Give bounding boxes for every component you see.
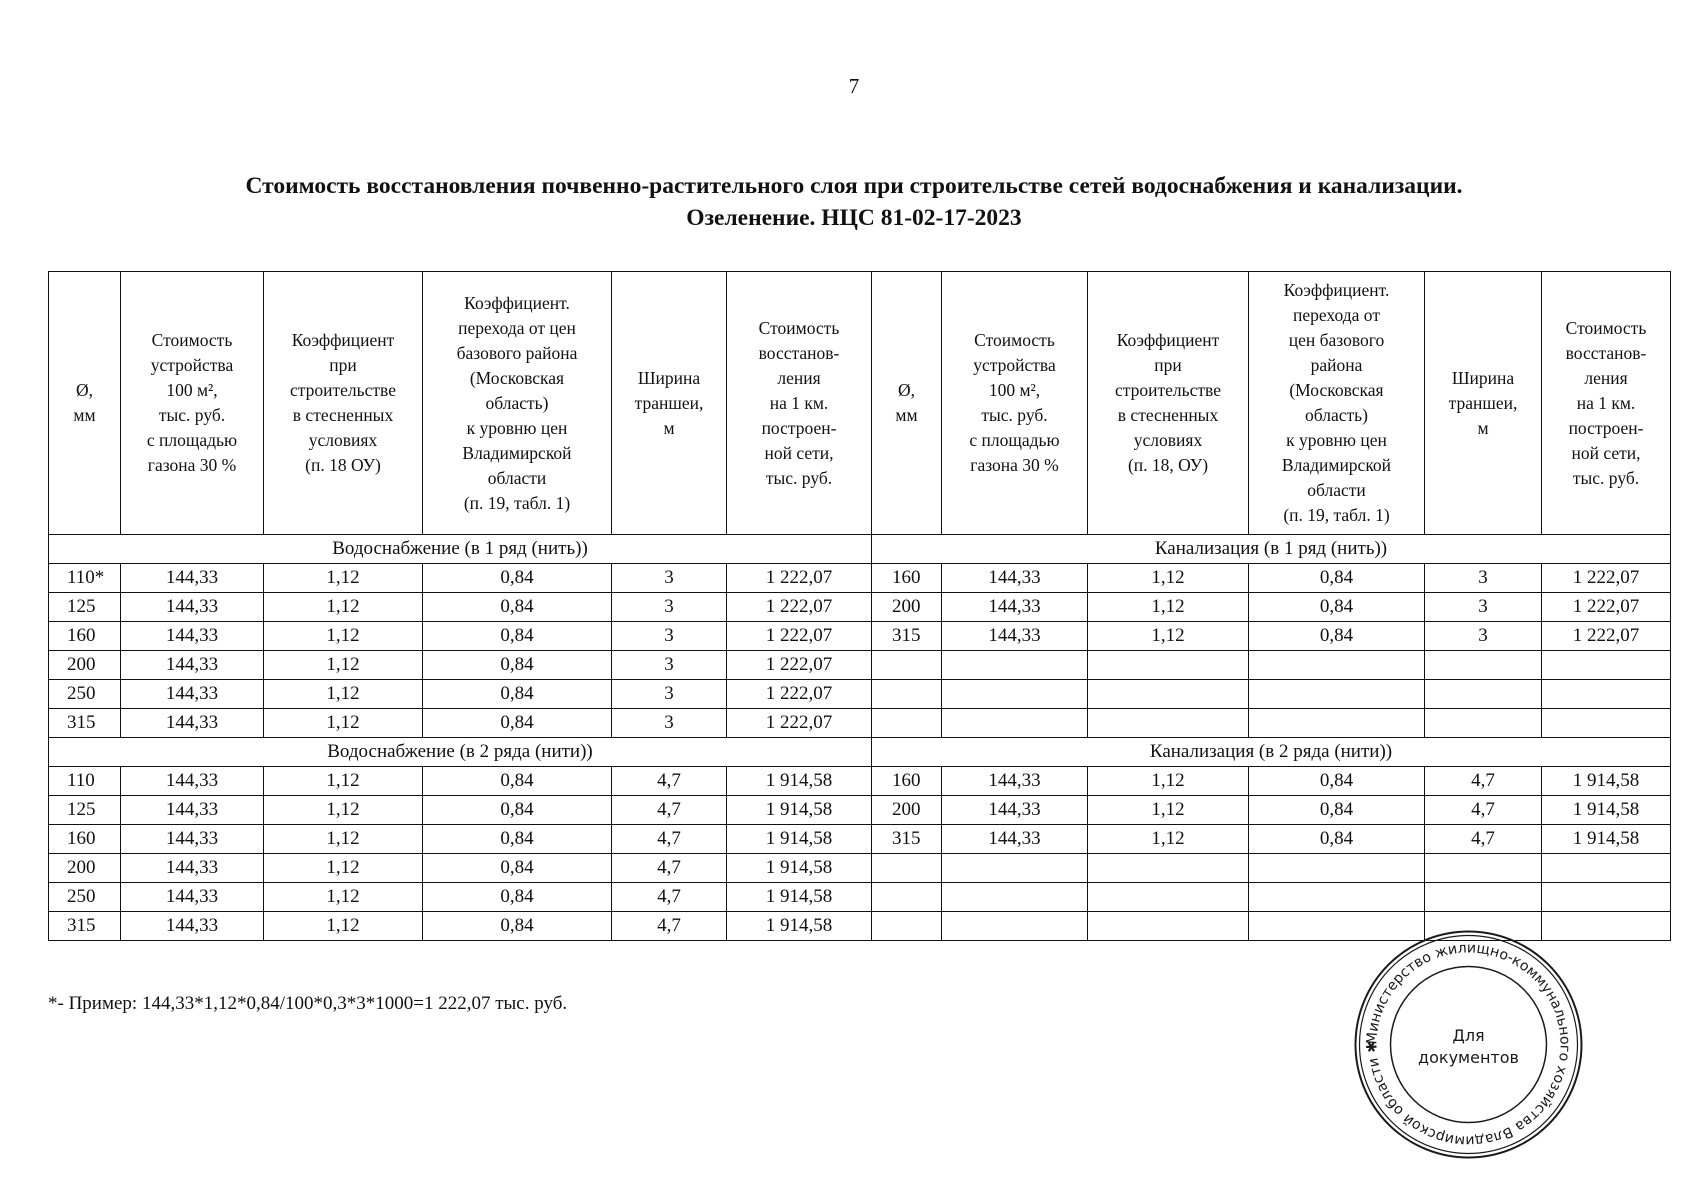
right-cell: 315	[872, 825, 942, 854]
right-cell	[1249, 883, 1425, 912]
right-cell	[872, 680, 942, 709]
right-cell	[872, 854, 942, 883]
right-cell: 200	[872, 593, 942, 622]
title-line-2: Озеленение. НЦС 81-02-17-2023	[686, 205, 1022, 231]
document-title	[60, 170, 1648, 234]
left-cell: 144,33	[121, 622, 264, 651]
left-cell: 4,7	[612, 912, 727, 941]
left-header-cell: Ø, мм	[49, 272, 121, 535]
left-cell: 1,12	[264, 796, 423, 825]
right-cell: 144,33	[942, 825, 1088, 854]
right-cell: 144,33	[942, 622, 1088, 651]
seal-center-line-2: документов	[1418, 1048, 1519, 1067]
right-cell: 1 914,58	[1542, 825, 1671, 854]
right-cell	[942, 651, 1088, 680]
left-cell: 1,12	[264, 651, 423, 680]
right-cell	[1425, 854, 1542, 883]
right-cell	[942, 883, 1088, 912]
right-header-cell: Стоимость устройства 100 м², тыс. руб. с площадью газона 30 %	[942, 272, 1088, 535]
left-cell: 1,12	[264, 825, 423, 854]
right-header-cell: Стоимость восстанов- ления на 1 км. построен- ной сети, тыс. руб.	[1542, 272, 1671, 535]
right-cell	[1088, 709, 1249, 738]
right-cell	[1088, 883, 1249, 912]
left-cell: 3	[612, 709, 727, 738]
left-cell: 250	[49, 883, 121, 912]
table-row	[49, 854, 1671, 883]
table-row	[49, 796, 1671, 825]
right-cell	[872, 651, 942, 680]
right-cell: 144,33	[942, 767, 1088, 796]
right-cell: 0,84	[1249, 825, 1425, 854]
footnote: *- Пример: 144,33*1,12*0,84/100*0,3*3*1000=1 222,07 тыс. руб.	[48, 993, 568, 1014]
right-cell	[1542, 883, 1671, 912]
left-cell: 1 222,07	[727, 593, 872, 622]
right-cell: 3	[1425, 622, 1542, 651]
right-cell: 4,7	[1425, 796, 1542, 825]
left-cell: 144,33	[121, 767, 264, 796]
left-cell: 1,12	[264, 883, 423, 912]
right-cell: 4,7	[1425, 767, 1542, 796]
seal-ring-text: Министерство жилищно-коммунального хозяйства Владимирской области ✱	[1364, 940, 1573, 1149]
left-cell: 4,7	[612, 767, 727, 796]
right-cell: 200	[872, 796, 942, 825]
left-cell: 144,33	[121, 709, 264, 738]
left-cell: 144,33	[121, 825, 264, 854]
right-cell	[1088, 680, 1249, 709]
left-cell: 144,33	[121, 593, 264, 622]
left-cell: 144,33	[121, 796, 264, 825]
left-cell: 3	[612, 651, 727, 680]
left-cell: 1 914,58	[727, 883, 872, 912]
right-cell: 1,12	[1088, 796, 1249, 825]
right-cell: 1,12	[1088, 564, 1249, 593]
table-row	[49, 564, 1671, 593]
right-cell: 1 914,58	[1542, 796, 1671, 825]
left-cell: 160	[49, 622, 121, 651]
left-cell: 0,84	[423, 854, 612, 883]
left-cell: 1,12	[264, 593, 423, 622]
right-cell	[942, 912, 1088, 941]
right-cell: 3	[1425, 593, 1542, 622]
official-seal	[1351, 927, 1586, 1162]
left-cell: 1 914,58	[727, 912, 872, 941]
left-cell: 0,84	[423, 825, 612, 854]
left-cell: 144,33	[121, 564, 264, 593]
right-cell	[942, 854, 1088, 883]
right-cell	[942, 709, 1088, 738]
cost-table	[48, 271, 1671, 941]
left-header-cell: Стоимость восстанов- ления на 1 км. построен- ной сети, тыс. руб.	[727, 272, 872, 535]
right-cell: 1,12	[1088, 767, 1249, 796]
right-cell: 1,12	[1088, 825, 1249, 854]
left-cell: 1 914,58	[727, 796, 872, 825]
table-row	[49, 709, 1671, 738]
page-number: 7	[848, 74, 860, 98]
left-cell: 110*	[49, 564, 121, 593]
right-cell: 144,33	[942, 564, 1088, 593]
left-cell: 160	[49, 825, 121, 854]
right-cell	[1542, 651, 1671, 680]
section-title-left: Водоснабжение (в 1 ряд (нить))	[49, 535, 872, 564]
right-cell: 144,33	[942, 796, 1088, 825]
right-cell	[1542, 680, 1671, 709]
left-header-cell: Коэффициент при строительстве в стесненных условиях (п. 18 ОУ)	[264, 272, 423, 535]
left-cell: 125	[49, 593, 121, 622]
left-cell: 1,12	[264, 709, 423, 738]
left-cell: 1 222,07	[727, 651, 872, 680]
left-cell: 1,12	[264, 680, 423, 709]
right-cell: 160	[872, 767, 942, 796]
right-cell: 1 222,07	[1542, 593, 1671, 622]
right-cell: 1,12	[1088, 622, 1249, 651]
left-cell: 0,84	[423, 912, 612, 941]
table-row	[49, 651, 1671, 680]
left-cell: 1 222,07	[727, 564, 872, 593]
right-cell	[1425, 651, 1542, 680]
left-cell: 0,84	[423, 680, 612, 709]
right-cell: 3	[1425, 564, 1542, 593]
left-header-cell: Ширина траншеи, м	[612, 272, 727, 535]
right-cell: 1 914,58	[1542, 767, 1671, 796]
right-cell	[1425, 883, 1542, 912]
left-cell: 0,84	[423, 767, 612, 796]
right-cell: 0,84	[1249, 593, 1425, 622]
table-row	[49, 883, 1671, 912]
left-cell: 1 914,58	[727, 825, 872, 854]
right-cell: 1 222,07	[1542, 564, 1671, 593]
left-header-cell: Коэффициент. перехода от цен базового района (Московская область) к уровню цен Владимирской области (п. 19, табл. 1)	[423, 272, 612, 535]
left-header-cell: Стоимость устройства 100 м², тыс. руб. с площадью газона 30 %	[121, 272, 264, 535]
section-title-right: Канализация (в 1 ряд (нить))	[872, 535, 1671, 564]
right-header-cell: Ширина траншеи, м	[1425, 272, 1542, 535]
right-cell: 315	[872, 622, 942, 651]
section-title-row	[49, 535, 1671, 564]
right-cell: 0,84	[1249, 622, 1425, 651]
table-body	[49, 272, 1671, 941]
right-cell	[872, 883, 942, 912]
table-row	[49, 767, 1671, 796]
left-cell: 0,84	[423, 593, 612, 622]
table-row	[49, 825, 1671, 854]
left-cell: 144,33	[121, 883, 264, 912]
left-cell: 200	[49, 651, 121, 680]
left-cell: 0,84	[423, 709, 612, 738]
right-cell	[872, 709, 942, 738]
right-cell	[1249, 709, 1425, 738]
right-cell	[1249, 854, 1425, 883]
right-cell: 1,12	[1088, 593, 1249, 622]
right-cell: 160	[872, 564, 942, 593]
right-cell	[1249, 651, 1425, 680]
right-cell: 1 222,07	[1542, 622, 1671, 651]
left-cell: 3	[612, 564, 727, 593]
left-cell: 1,12	[264, 564, 423, 593]
table-row	[49, 680, 1671, 709]
left-cell: 144,33	[121, 651, 264, 680]
left-cell: 1,12	[264, 622, 423, 651]
left-cell: 200	[49, 854, 121, 883]
right-cell	[1088, 912, 1249, 941]
right-header-cell: Коэффициент. перехода от цен базового района (Московская область) к уровню цен Владимирской области (п. 19, табл. 1)	[1249, 272, 1425, 535]
right-cell: 0,84	[1249, 564, 1425, 593]
seal-center-line-1: Для	[1452, 1026, 1485, 1045]
right-cell	[1425, 709, 1542, 738]
left-cell: 0,84	[423, 622, 612, 651]
table-row	[49, 593, 1671, 622]
right-header-cell: Коэффициент при строительстве в стесненных условиях (п. 18, ОУ)	[1088, 272, 1249, 535]
left-cell: 250	[49, 680, 121, 709]
right-cell	[1542, 854, 1671, 883]
header-row	[49, 272, 1671, 535]
right-cell	[1249, 680, 1425, 709]
left-cell: 1 222,07	[727, 709, 872, 738]
left-cell: 3	[612, 680, 727, 709]
title-line-1: Стоимость восстановления почвенно-растительного слоя при строительстве сетей водоснабжения и канализации.	[245, 173, 1463, 199]
section-title-row	[49, 738, 1671, 767]
left-cell: 1 222,07	[727, 680, 872, 709]
left-cell: 4,7	[612, 854, 727, 883]
right-cell	[1088, 651, 1249, 680]
left-cell: 110	[49, 767, 121, 796]
left-cell: 4,7	[612, 883, 727, 912]
left-cell: 3	[612, 593, 727, 622]
section-title-right: Канализация (в 2 ряда (нити))	[872, 738, 1671, 767]
left-cell: 1,12	[264, 854, 423, 883]
right-cell	[1088, 854, 1249, 883]
left-cell: 315	[49, 709, 121, 738]
left-cell: 0,84	[423, 651, 612, 680]
left-cell: 1,12	[264, 767, 423, 796]
section-title-left: Водоснабжение (в 2 ряда (нити))	[49, 738, 872, 767]
left-cell: 1 222,07	[727, 622, 872, 651]
left-cell: 315	[49, 912, 121, 941]
left-cell: 125	[49, 796, 121, 825]
left-cell: 0,84	[423, 796, 612, 825]
left-cell: 4,7	[612, 825, 727, 854]
right-header-cell: Ø, мм	[872, 272, 942, 535]
right-cell	[942, 680, 1088, 709]
left-cell: 3	[612, 622, 727, 651]
right-cell	[1542, 709, 1671, 738]
left-cell: 4,7	[612, 796, 727, 825]
left-cell: 1,12	[264, 912, 423, 941]
right-cell	[872, 912, 942, 941]
table-row	[49, 622, 1671, 651]
left-cell: 144,33	[121, 912, 264, 941]
left-cell: 0,84	[423, 564, 612, 593]
right-cell: 144,33	[942, 593, 1088, 622]
right-cell: 4,7	[1425, 825, 1542, 854]
left-cell: 1 914,58	[727, 854, 872, 883]
left-cell: 0,84	[423, 883, 612, 912]
left-cell: 144,33	[121, 680, 264, 709]
right-cell: 0,84	[1249, 796, 1425, 825]
right-cell: 0,84	[1249, 767, 1425, 796]
right-cell	[1425, 680, 1542, 709]
left-cell: 144,33	[121, 854, 264, 883]
left-cell: 1 914,58	[727, 767, 872, 796]
